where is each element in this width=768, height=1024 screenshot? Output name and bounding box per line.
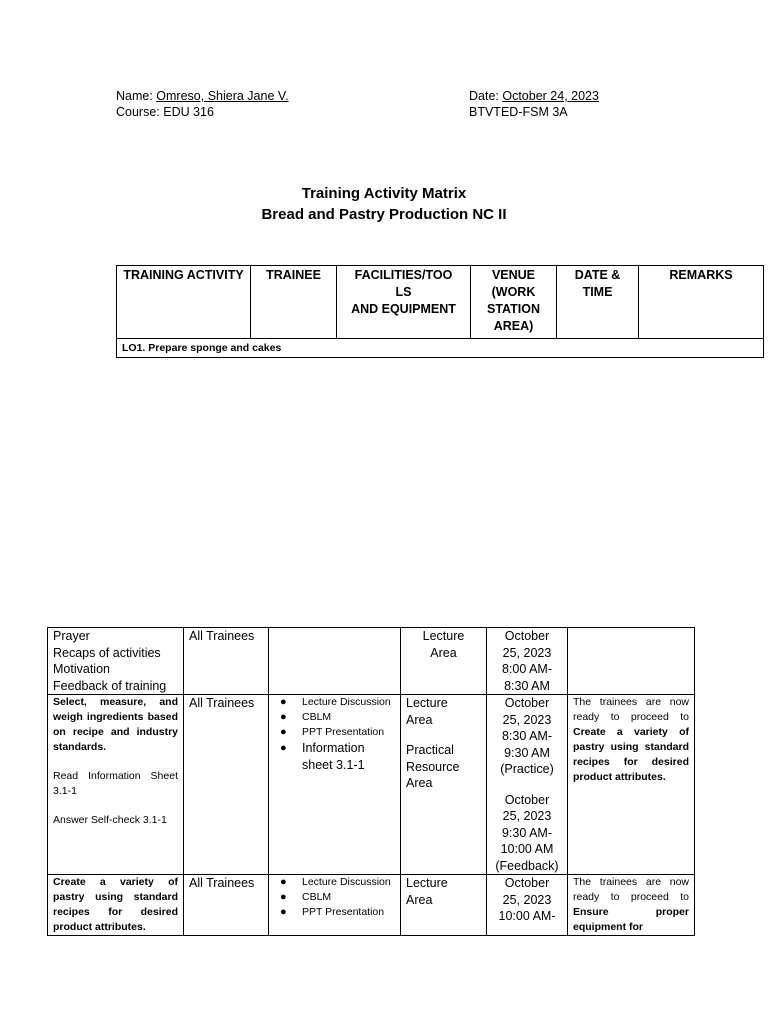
date-line: 10:00 AM- [498, 909, 556, 923]
date-line: October [504, 876, 550, 890]
facilities-cell [269, 875, 401, 936]
facility-label: Lecture Discussion [302, 696, 391, 708]
table-row [48, 875, 695, 936]
venue-line: Lecture [406, 696, 448, 710]
bullet-icon: ● [280, 906, 287, 918]
facility-label: CBLM [302, 711, 332, 723]
date-cell [487, 628, 568, 695]
learning-outcome: LO1. Prepare sponge and cakes [117, 339, 764, 358]
activity-cell [48, 695, 184, 875]
date-line: 9:30 AM [504, 745, 550, 760]
date-line: TIME [582, 285, 613, 299]
date-line: 25, 2023 [502, 712, 552, 727]
activity-line: Recaps of activities [53, 645, 161, 660]
list-item [274, 905, 395, 920]
venue-line: Area [406, 712, 433, 727]
list-item [274, 890, 395, 905]
list-item [274, 740, 395, 773]
section: BTVTED-FSM 3A [469, 105, 568, 119]
facility-label: Lecture Discussion [302, 876, 391, 888]
matrix-header-table [116, 265, 764, 358]
facility-label: PPT Presentation [302, 726, 385, 738]
table-row [48, 695, 695, 875]
activity-title: Create a variety of pastry using standard recipes for desired product attributes. [53, 876, 178, 933]
date-line: 8:30 AM [504, 678, 550, 693]
venue-line: (WORK [491, 285, 536, 299]
venue-line: AREA) [493, 319, 534, 333]
activity-table [47, 627, 695, 936]
remarks-text: The trainees are now ready to proceed to [573, 876, 689, 903]
date-line: DATE & [574, 268, 621, 282]
facility-label: CBLM [302, 891, 332, 903]
course: Course: EDU 316 [116, 105, 214, 119]
date-value: October 24, 2023 [502, 89, 599, 103]
col-remarks: REMARKS [639, 266, 764, 339]
activity-read: Read Information Sheet 3.1-1 [53, 770, 178, 797]
remarks-next-activity: Create a variety of pastry using standard recipes for desired product attributes. [573, 726, 689, 783]
remarks-cell [568, 695, 695, 875]
date-line: 8:00 AM- [501, 662, 553, 676]
list-item [274, 695, 395, 710]
facilities-list [274, 875, 395, 920]
facilities-line: AND EQUIPMENT [351, 302, 456, 316]
trainee-cell: All Trainees [184, 628, 269, 695]
activity-line: Feedback of training [53, 678, 167, 693]
facilities-list [274, 695, 395, 773]
bullet-icon: ● [280, 726, 287, 738]
date-line: (Practice) [500, 762, 554, 776]
date-line: 25, 2023 [502, 892, 552, 907]
col-facilities [337, 266, 471, 339]
col-venue [471, 266, 557, 339]
name-label: Name: [116, 89, 157, 103]
facilities-line: FACILITIES/TOO [354, 268, 453, 282]
date-line: (Feedback) [495, 858, 559, 873]
venue-line: Area [406, 776, 433, 790]
facility-label: Information sheet 3.1-1 [302, 741, 365, 772]
remarks-text: The trainees are now ready to proceed to [573, 696, 689, 723]
list-item [274, 710, 395, 725]
trainee-cell: All Trainees [184, 695, 269, 875]
activity-cell [48, 628, 184, 695]
date-label: Date: [469, 89, 503, 103]
activity-line: Motivation [53, 662, 110, 676]
col-training-activity: TRAINING ACTIVITY [117, 266, 251, 339]
name-value: Omreso, Shiera Jane V. [156, 89, 289, 103]
table-header-row [117, 266, 764, 339]
activity-cell [48, 875, 184, 936]
student-name [116, 88, 289, 104]
facilities-line: LS [395, 285, 412, 299]
venue-line: Area [430, 645, 457, 660]
date-line: October [504, 792, 550, 807]
bullet-icon: ● [280, 711, 287, 723]
list-item [274, 725, 395, 740]
remarks-next-activity: Ensure proper equipment for [573, 906, 689, 933]
venue-cell [401, 695, 487, 875]
trainee-cell: All Trainees [184, 875, 269, 936]
venue-cell [401, 628, 487, 695]
table-row [48, 628, 695, 695]
remarks-cell [568, 875, 695, 936]
col-trainee: TRAINEE [251, 266, 337, 339]
bullet-icon: ● [280, 742, 287, 754]
document-title: Training Activity Matrix [301, 185, 467, 202]
date-line: 25, 2023 [502, 809, 552, 823]
venue-line: Area [406, 892, 433, 907]
bullet-icon: ● [280, 696, 287, 708]
venue-line: Resource [406, 759, 460, 774]
venue-cell [401, 875, 487, 936]
venue-line: Lecture [406, 876, 448, 890]
venue-line: Practical [406, 743, 454, 757]
bullet-icon: ● [280, 876, 287, 888]
date-line: October [504, 696, 550, 710]
remarks-cell [568, 628, 695, 695]
venue-line: VENUE [491, 268, 536, 282]
date-line: 9:30 AM- [501, 825, 553, 840]
venue-line: STATION [486, 302, 540, 316]
date-cell [487, 875, 568, 936]
lo-row [117, 339, 764, 358]
venue-line: Lecture [422, 629, 465, 643]
activity-title: Select, measure, and weigh ingredients based on recipe and industry standards. [53, 696, 178, 753]
bullet-icon: ● [280, 891, 287, 903]
facility-label: PPT Presentation [302, 906, 385, 918]
date-line: 25, 2023 [502, 645, 552, 660]
date-line: 10:00 AM [500, 842, 554, 856]
facilities-cell [269, 695, 401, 875]
date-cell [487, 695, 568, 875]
col-date-time [557, 266, 639, 339]
date-line: October [504, 629, 550, 643]
activity-line: Prayer [53, 629, 90, 643]
date-line: 8:30 AM- [501, 729, 553, 743]
date [469, 88, 599, 104]
document-subtitle: Bread and Pastry Production NC II [261, 206, 507, 223]
facilities-cell [269, 628, 401, 695]
list-item [274, 875, 395, 890]
activity-answer: Answer Self-check 3.1-1 [53, 814, 167, 826]
